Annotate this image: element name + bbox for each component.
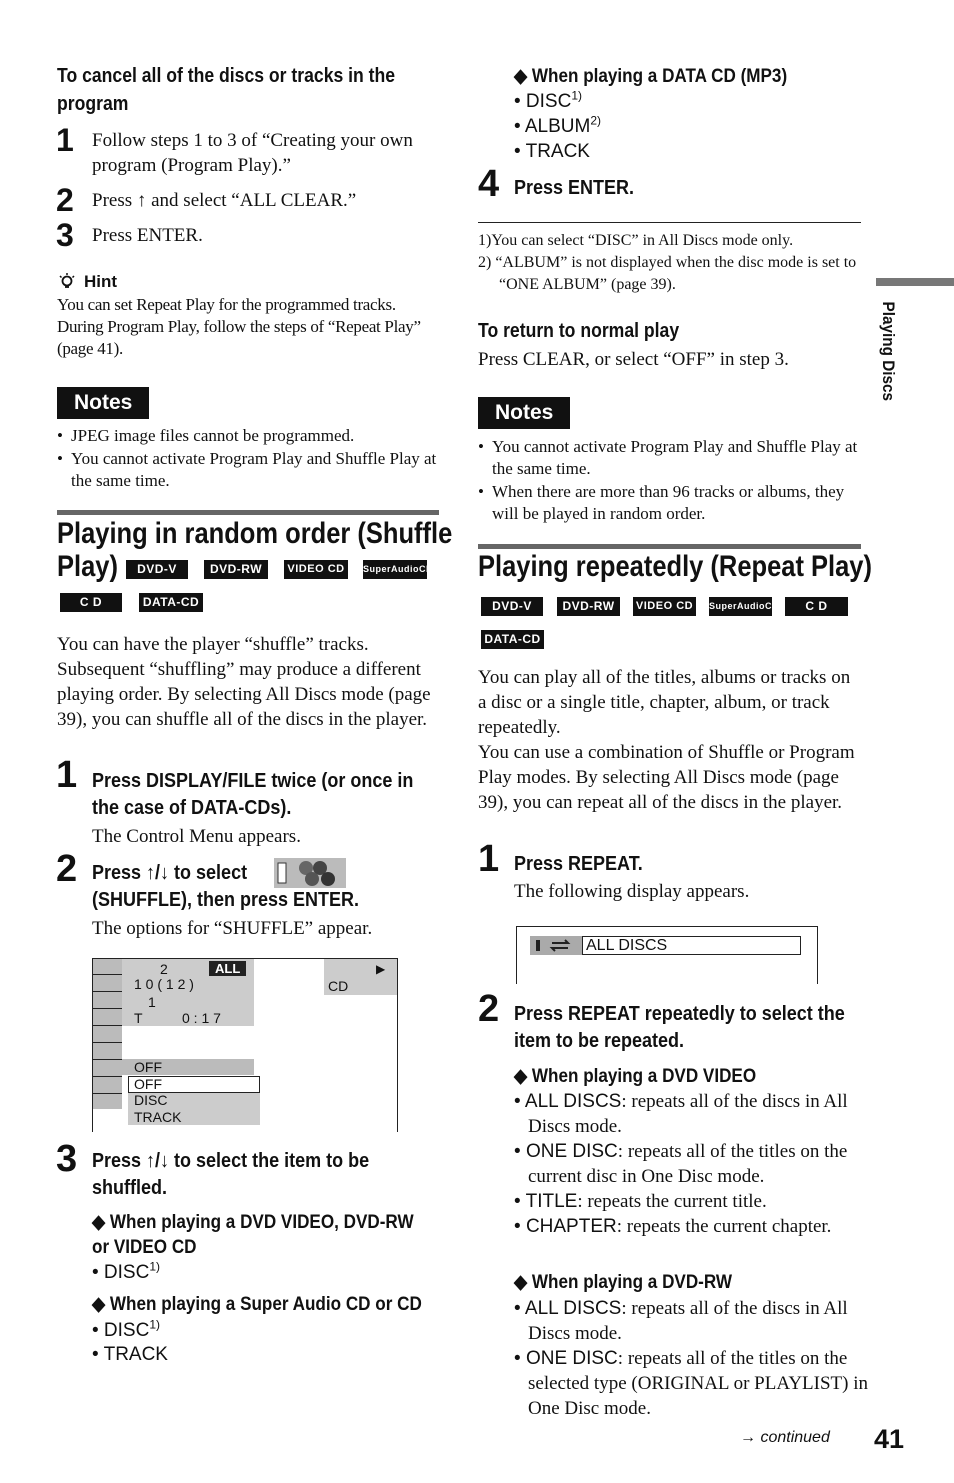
shuffle-step-2-num: 2 bbox=[56, 848, 78, 890]
mp3-item-track: • TRACK bbox=[514, 141, 590, 162]
shuffle-step-1-title: Press DISPLAY/FILE twice (or once in the case of DATA-CDs). bbox=[92, 770, 414, 819]
footnote-rule bbox=[478, 222, 861, 223]
cancel-step-3-num: 3 bbox=[56, 217, 74, 253]
osd-option-disc[interactable]: DISC bbox=[134, 1092, 168, 1108]
logo-dvd-v-r: DVD-V bbox=[481, 597, 543, 616]
note-right-2: • When there are more than 96 tracks or albums, they will be played in random order. bbox=[478, 482, 845, 523]
logo-dvd-rw-r: DVD-RW bbox=[557, 597, 620, 616]
mp3-item-disc: • DISC$^{1)}$ bbox=[514, 88, 582, 112]
osd-play-icon: ▶ bbox=[376, 962, 386, 976]
logo-video-cd-r: VIDEO CD bbox=[633, 597, 696, 616]
osd-option-track[interactable]: TRACK bbox=[134, 1109, 182, 1125]
osd-cd: CD bbox=[328, 978, 349, 994]
shuffle-step-1-num: 1 bbox=[56, 754, 78, 796]
section-rule-right bbox=[478, 544, 861, 549]
lightbulb-icon bbox=[57, 272, 77, 292]
dvdrw-subheading: ◆ When playing a DVD-RW bbox=[514, 1272, 733, 1293]
logo-cd: C D bbox=[60, 593, 122, 612]
logo-dvd-rw: DVD-RW bbox=[204, 560, 268, 579]
cancel-heading-1: To cancel all of the discs or tracks in the bbox=[57, 65, 396, 87]
hint-text: You can set Repeat Play for the programmed tracks. During Program Play, follow the steps of “Repeat Play” (page 41). bbox=[57, 295, 421, 358]
repeat-icon bbox=[530, 936, 582, 955]
note-right-1: • You cannot activate Program Play and Shuffle Play at the same time. bbox=[478, 437, 858, 478]
logo-video-cd: VIDEO CD bbox=[284, 560, 348, 579]
side-tab-bar bbox=[876, 278, 954, 286]
dvdrw-item-one-disc: • ONE DISC: repeats all of the titles on the selected type (ORIGINAL or PLAYLIST) in One Disc mode. bbox=[514, 1348, 868, 1419]
note-left-2: • You cannot activate Program Play and Shuffle Play at the same time. bbox=[57, 449, 437, 490]
return-text: Press CLEAR, or select “OFF” in step 3. bbox=[478, 349, 789, 370]
mp3-item-album: • ALBUM$^{2)}$ bbox=[514, 113, 602, 137]
osd-num3: 1 bbox=[148, 994, 156, 1010]
continued-label: → continued bbox=[740, 1429, 830, 1446]
return-heading: To return to normal play bbox=[478, 320, 680, 342]
dvd-video-subheading-1: ◆ When playing a DVD VIDEO, DVD-RW bbox=[92, 1212, 414, 1233]
repeat-heading: Playing repeatedly (Repeat Play) bbox=[478, 550, 872, 583]
shuffle-intro: You can have the player “shuffle” tracks. Subsequent “shuffling” may produce a different playing order. By selecting All Discs mode (page 39), you can shuffle all of the discs in the player. bbox=[57, 634, 431, 730]
dvd-item-disc: • DISC$^{1)}$ bbox=[92, 1259, 160, 1283]
osd-option-off[interactable]: OFF bbox=[134, 1076, 162, 1092]
osd-current-option: OFF bbox=[134, 1059, 162, 1075]
repeat-display bbox=[516, 926, 818, 984]
repeat-intro: You can play all of the titles, albums or tracks on a disc or a single title, chapter, album, or track repeatedly. You can use a combination of Shuffle or Program Play modes. By selecting All Discs mode (page 39), you can repeat all of the discs in the player. bbox=[478, 667, 855, 813]
osd-time: 0 : 1 7 bbox=[182, 1010, 221, 1026]
sacd-item-track: • TRACK bbox=[92, 1344, 168, 1365]
dvdv-subheading: ◆ When playing a DVD VIDEO bbox=[514, 1066, 757, 1087]
repeat-step-2-num: 2 bbox=[478, 988, 500, 1030]
dvdrw-item-all-discs: • ALL DISCS: repeats all of the discs in All Discs mode. bbox=[514, 1298, 848, 1344]
cancel-step-1-num: 1 bbox=[56, 122, 74, 158]
cancel-step-1-text: Follow steps 1 to 3 of “Creating your own program (Program Play).” bbox=[92, 130, 413, 176]
hint-label: Hint bbox=[84, 272, 118, 291]
shuffle-step-3-num: 3 bbox=[56, 1138, 78, 1180]
repeat-step-1-body: The following display appears. bbox=[514, 881, 750, 902]
notes-badge-left: Notes bbox=[57, 387, 149, 419]
logo-cd-r: C D bbox=[785, 597, 848, 616]
shuffle-heading-line2: Play) bbox=[57, 550, 118, 583]
shuffle-step-2-body: The options for “SHUFFLE” appear. bbox=[92, 918, 373, 939]
control-menu-display bbox=[92, 958, 398, 1132]
osd-t-label: T bbox=[134, 1010, 143, 1026]
sacd-subheading: ◆ When playing a Super Audio CD or CD bbox=[92, 1294, 422, 1315]
footnote-2: 2) “ALBUM” is not displayed when the disc mode is set to “ONE ALBUM” (page 39). bbox=[478, 254, 857, 293]
note-left-1: • JPEG image files cannot be programmed. bbox=[57, 426, 355, 445]
cancel-heading-2: program bbox=[57, 93, 129, 115]
osd-all-badge: ALL bbox=[209, 961, 246, 976]
logo-sacd-r: SuperAudioCD bbox=[709, 597, 772, 616]
menu-icon-column bbox=[93, 959, 122, 1109]
cancel-step-2-num: 2 bbox=[56, 182, 74, 218]
logo-sacd: SuperAudioCD bbox=[363, 560, 427, 579]
dvdv-item-one-disc: • ONE DISC: repeats all of the titles on the current disc in One Disc mode. bbox=[514, 1141, 848, 1187]
repeat-step-1-title: Press REPEAT. bbox=[514, 853, 643, 875]
cancel-step-3-text: Press ENTER. bbox=[92, 225, 203, 246]
repeat-display-text: ALL DISCS bbox=[582, 936, 801, 955]
logo-data-cd: DATA-CD bbox=[139, 593, 203, 612]
logo-data-cd-r: DATA-CD bbox=[481, 630, 544, 649]
step-4-title: Press ENTER. bbox=[514, 177, 635, 199]
shuffle-step-1-body: The Control Menu appears. bbox=[92, 826, 301, 847]
logo-dvd-v: DVD-V bbox=[126, 560, 188, 579]
dvdv-item-all-discs: • ALL DISCS: repeats all of the discs in All Discs mode. bbox=[514, 1091, 848, 1137]
cancel-step-2-text: Press ↑ and select “ALL CLEAR.” bbox=[92, 190, 357, 211]
dvd-video-subheading-2: or VIDEO CD bbox=[92, 1237, 197, 1258]
footnote-1: 1)You can select “DISC” in All Discs mode only. bbox=[478, 232, 794, 249]
mp3-subheading: ◆ When playing a DATA CD (MP3) bbox=[514, 66, 788, 87]
repeat-step-1-num: 1 bbox=[478, 838, 500, 880]
notes-badge-right: Notes bbox=[478, 397, 570, 429]
page-number: 41 bbox=[874, 1424, 905, 1454]
shuffle-step-2-title-a: Press ↑/↓ to select bbox=[92, 862, 248, 884]
section-rule-left bbox=[57, 510, 439, 515]
sacd-item-disc: • DISC$^{1)}$ bbox=[92, 1317, 160, 1341]
osd-num1: 2 bbox=[160, 961, 168, 977]
osd-title-chapter: 1 0 ( 1 2 ) bbox=[134, 976, 194, 992]
repeat-step-2-title: Press REPEAT repeatedly to select the item to be repeated. bbox=[514, 1003, 845, 1052]
side-tab-label: Playing Discs bbox=[879, 301, 898, 402]
dvdv-item-chapter: • CHAPTER: repeats the current chapter. bbox=[514, 1216, 832, 1237]
shuffle-heading-line1: Playing in random order (Shuffle bbox=[57, 517, 453, 550]
dvdv-item-title: • TITLE: repeats the current title. bbox=[514, 1191, 767, 1212]
shuffle-icon bbox=[274, 858, 346, 888]
shuffle-step-2-title-b: (SHUFFLE), then press ENTER. bbox=[92, 889, 360, 911]
shuffle-step-3-title: Press ↑/↓ to select the item to be shuffled. bbox=[92, 1150, 370, 1199]
step-4-num: 4 bbox=[478, 163, 500, 205]
